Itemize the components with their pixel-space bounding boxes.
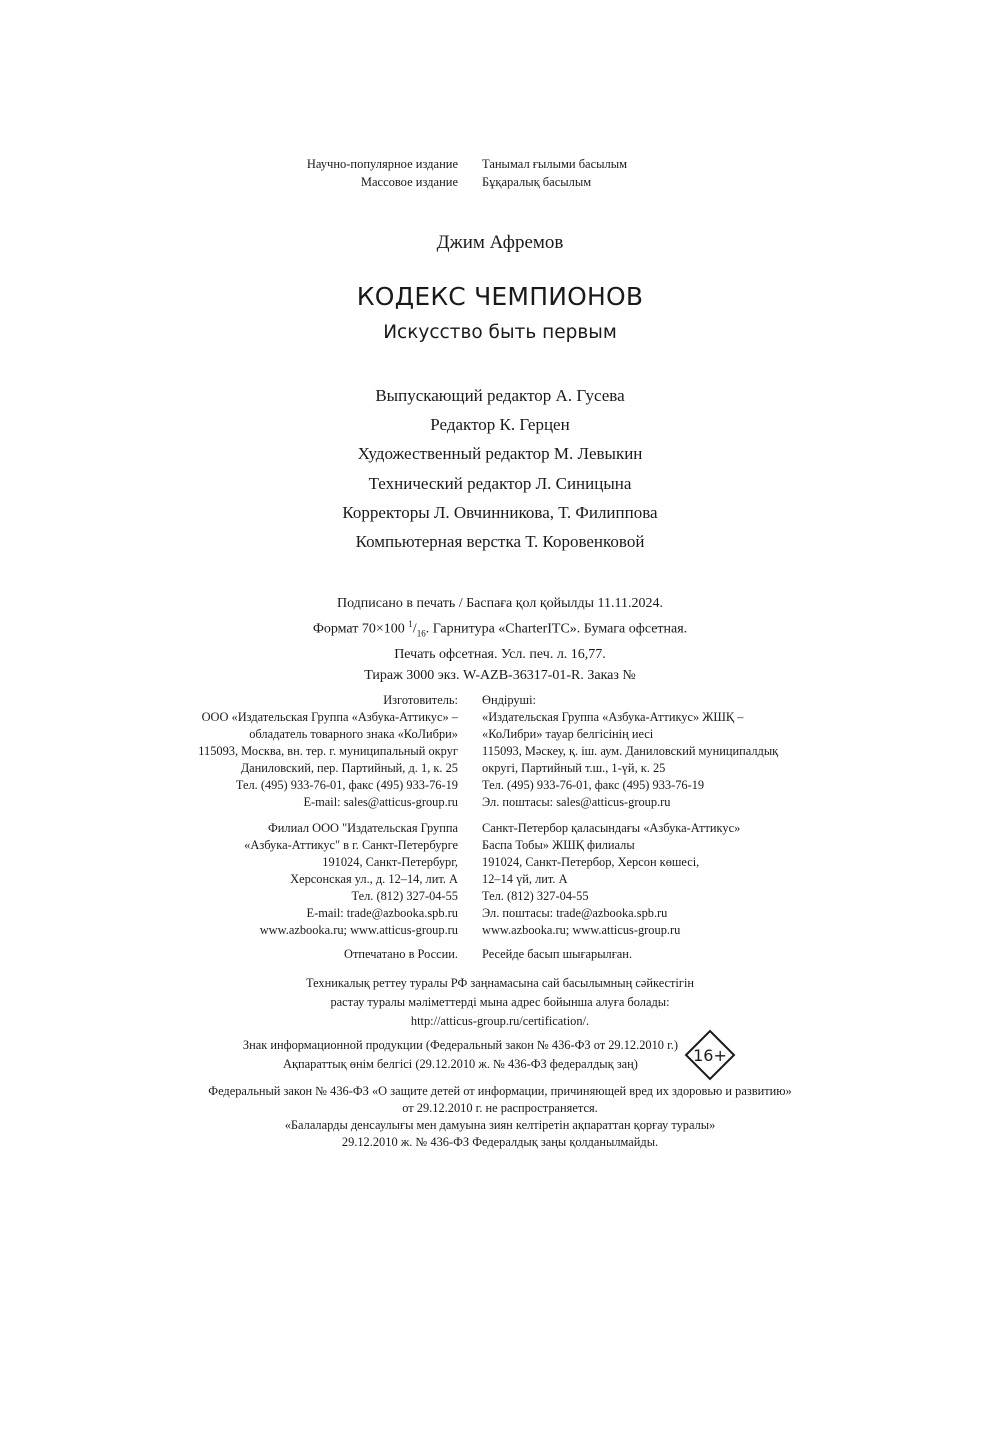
certification-note bbox=[0, 974, 1000, 1031]
maker-line: Эл. поштасы: sales@atticus-group.ru bbox=[482, 795, 671, 809]
print-run-line: Тираж 3000 экз. W-AZB-36317-01-R. Заказ № bbox=[364, 668, 636, 684]
format-suffix: . Гарнитура «CharterITC». Бумага офсетная. bbox=[425, 621, 688, 637]
credit-line: Редактор К. Герцен bbox=[430, 415, 570, 435]
branch-line: Санкт-Петербор қаласындағы «Азбука-Аттикус» bbox=[482, 821, 741, 835]
info-product-line: Знак информационной продукции (Федеральный закон № 436-ФЗ от 29.12.2010 г.) bbox=[242, 1038, 678, 1052]
edition-right-line: Танымал ғылыми басылым bbox=[482, 157, 628, 171]
format-numerator: 1 bbox=[408, 619, 413, 629]
maker-line: Өндіруші: bbox=[482, 693, 536, 707]
format-denominator: 16 bbox=[416, 628, 426, 639]
maker-line: E-mail: sales@atticus-group.ru bbox=[303, 795, 458, 809]
maker-line: 115093, Москва, вн. тер. г. муниципальный округ bbox=[198, 744, 458, 758]
branch-line: 191024, Санкт-Петербор, Херсон көшесі, bbox=[482, 855, 700, 869]
info-product-line: Ақпараттық өнім белгісі (29.12.2010 ж. № 436-ФЗ федералдық заң) bbox=[283, 1057, 638, 1071]
book-title: КОДЕКС ЧЕМПИОНОВ bbox=[356, 282, 644, 311]
maker-line: «КоЛибри» тауар белгісінің иесі bbox=[482, 727, 654, 741]
maker-line: округі, Партийный т.ш., 1-үй, к. 25 bbox=[482, 761, 666, 775]
maker-line: обладатель товарного знака «КоЛибри» bbox=[249, 727, 458, 741]
edition-left-line: Массовое издание bbox=[360, 175, 458, 189]
credit-line: Компьютерная верстка Т. Коровенковой bbox=[355, 532, 645, 552]
age-rating-label: 16+ bbox=[693, 1046, 727, 1065]
branch-line: «Азбука-Аттикус" в г. Санкт-Петербурге bbox=[244, 838, 458, 852]
maker-line: Тел. (495) 933-76-01, факс (495) 933-76-19 bbox=[482, 778, 705, 792]
branch-line: Тел. (812) 327-04-55 bbox=[482, 889, 589, 903]
branch-line: Тел. (812) 327-04-55 bbox=[351, 889, 458, 903]
branch-line: Эл. поштасы: trade@azbooka.spb.ru bbox=[482, 906, 668, 920]
branch-line: Херсонская ул., д. 12–14, лит. А bbox=[290, 872, 458, 886]
edition-left bbox=[307, 155, 458, 191]
credit-line: Корректоры Л. Овчинникова, Т. Филиппова bbox=[342, 502, 658, 522]
certification-url: http://atticus-group.ru/certification/. bbox=[410, 1014, 590, 1028]
credits-list bbox=[0, 381, 1000, 556]
printed-in-left: Отпечатано в России. bbox=[344, 947, 458, 961]
law-note bbox=[0, 1083, 1000, 1151]
credit-line: Выпускающий редактор А. Гусева bbox=[375, 386, 625, 405]
manufacturer-right bbox=[482, 692, 778, 922]
maker-line: Тел. (495) 933-76-01, факс (495) 933-76-19 bbox=[235, 778, 458, 792]
edition-right-line: Бұқаралық басылым bbox=[482, 175, 592, 189]
credit-line: Художественный редактор М. Левыкин bbox=[357, 444, 643, 464]
law-line: 29.12.2010 ж. № 436-ФЗ Федералдық заңы қолданылмайды. bbox=[341, 1135, 659, 1149]
author-name: Джим Афремов bbox=[436, 232, 564, 253]
branch-line: Филиал ООО "Издательская Группа bbox=[268, 821, 458, 835]
branch-line: 191024, Санкт-Петербург, bbox=[322, 855, 458, 869]
credit-line: Технический редактор Л. Синицына bbox=[368, 473, 632, 493]
info-product-text bbox=[243, 1036, 678, 1074]
branch-line: 12–14 үй, лит. А bbox=[482, 872, 568, 886]
print-details bbox=[0, 593, 1000, 686]
maker-line: Изготовитель: bbox=[383, 693, 458, 707]
branch-line: E-mail: trade@azbooka.spb.ru bbox=[306, 906, 458, 920]
manufacturer-left bbox=[198, 692, 458, 922]
edition-right bbox=[482, 155, 627, 191]
maker-line: «Издательская Группа «Азбука-Аттикус» ЖШҚ – bbox=[482, 710, 744, 724]
print-offset-line: Печать офсетная. Усл. печ. л. 16,77. bbox=[394, 647, 606, 663]
age-rating-icon bbox=[684, 1029, 736, 1081]
print-format-line bbox=[0, 614, 1000, 644]
edition-left-line: Научно-популярное издание bbox=[306, 157, 458, 171]
maker-line: Даниловский, пер. Партийный, д. 1, к. 25 bbox=[240, 761, 458, 775]
websites-left: www.azbooka.ru; www.atticus-group.ru bbox=[259, 923, 458, 937]
certification-line: Техникалық реттеу туралы РФ заңнамасына сай басылымның сәйкестігін bbox=[305, 976, 695, 990]
law-line: «Балаларды денсаулығы мен дамуына зиян келтіретін ақпараттан қорғау туралы» bbox=[284, 1118, 716, 1132]
printed-in-right: Ресейде басып шығарылған. bbox=[482, 947, 633, 961]
format-prefix: Формат 70×100 bbox=[312, 621, 409, 637]
print-signed-line: Подписано в печать / Баспаға қол қойылды 11.11.2024. bbox=[336, 596, 664, 611]
maker-line: ООО «Издательская Группа «Азбука-Аттикус» – bbox=[201, 710, 458, 724]
certification-line: растау туралы мәліметтерді мына адрес бойынша алуға болады: bbox=[330, 995, 670, 1009]
book-subtitle: Искусство быть первым bbox=[383, 322, 617, 343]
law-line: от 29.12.2010 г. не распространяется. bbox=[402, 1101, 598, 1115]
branch-line: Баспа Тобы» ЖШҚ филиалы bbox=[482, 838, 635, 852]
format-slash: / bbox=[412, 621, 417, 637]
websites-right: www.azbooka.ru; www.atticus-group.ru bbox=[482, 923, 681, 937]
law-line: Федеральный закон № 436-ФЗ «О защите детей от информации, причиняющей вред их здоровью и развитию» bbox=[208, 1084, 792, 1098]
maker-line: 115093, Мәскеу, қ. іш. аум. Даниловский муниципалдық bbox=[482, 744, 779, 758]
